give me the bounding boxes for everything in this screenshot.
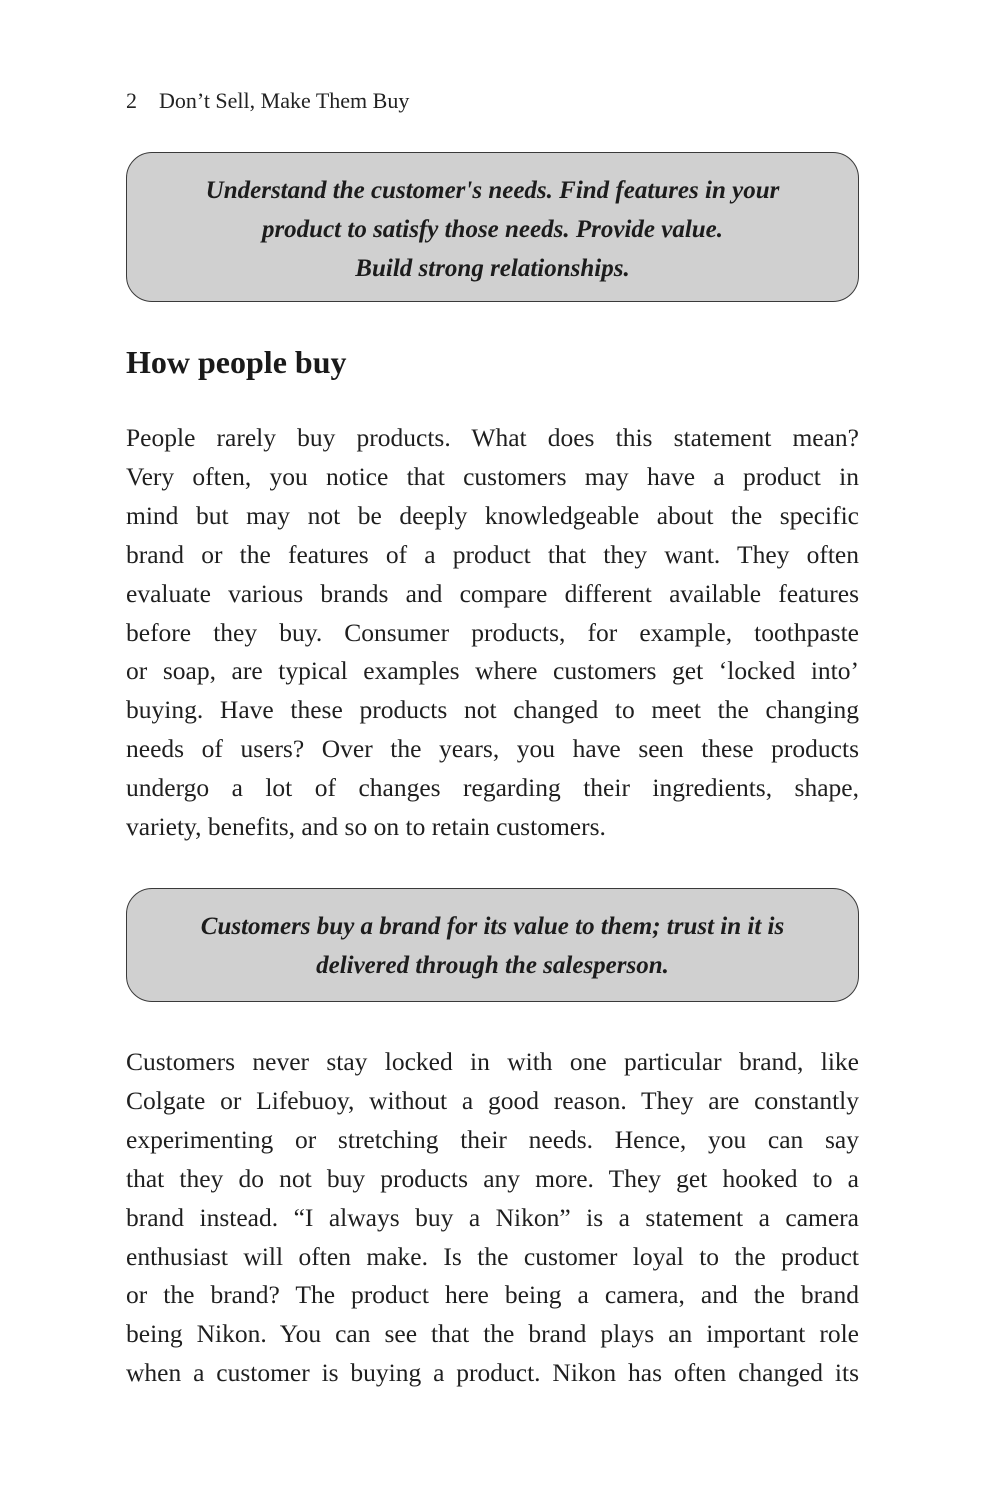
body-paragraph-1: [126, 419, 859, 847]
paragraph-line: evaluate various brands and compare different available features: [126, 578, 859, 608]
paragraph-line: or the brand? The product here being a camera, and the brand: [126, 1280, 859, 1310]
paragraph-line: Colgate or Lifebuoy, without a good reason. They are constantly: [126, 1085, 859, 1115]
callout-line: Build strong relationships.: [355, 255, 630, 282]
paragraph-line: enthusiast will often make. Is the customer loyal to the product: [126, 1241, 859, 1271]
paragraph-line: mind but may not be deeply knowledgeable about the specific: [126, 500, 859, 530]
paragraph-line: being Nikon. You can see that the brand plays an important role: [126, 1319, 859, 1349]
paragraph-line: before they buy. Consumer products, for example, toothpaste: [126, 617, 859, 647]
paragraph-line: needs of users? Over the years, you have seen these products: [126, 734, 859, 764]
callout-line: delivered through the salesperson.: [316, 952, 669, 979]
paragraph-line: that they do not buy products any more. They get hooked to a: [126, 1163, 859, 1193]
page-number: 2: [126, 88, 137, 113]
paragraph-line: when a customer is buying a product. Nikon has often changed its: [126, 1358, 859, 1388]
section-heading: How people buy: [126, 344, 347, 380]
body-paragraph-2: [126, 1043, 859, 1393]
callout-box-brand: [126, 888, 859, 1002]
running-head: [126, 86, 409, 116]
paragraph-line: or soap, are typical examples where customers get ‘locked into’: [126, 656, 859, 686]
paragraph-line: variety, benefits, and so on to retain customers.: [126, 812, 606, 842]
callout-line: Customers buy a brand for its value to them; trust in it is: [200, 913, 785, 940]
paragraph-line: People rarely buy products. What does this statement mean?: [126, 423, 859, 452]
paragraph-line: brand or the features of a product that they want. They often: [126, 539, 859, 569]
paragraph-line: Customers never stay locked in with one particular brand, like: [126, 1047, 859, 1076]
callout-line: Understand the customer's needs. Find features in your: [205, 177, 780, 204]
callout-line: product to satisfy those needs. Provide value.: [261, 216, 724, 243]
running-head-title: Don’t Sell, Make Them Buy: [159, 88, 410, 113]
callout-box-needs: [126, 152, 859, 302]
paragraph-line: undergo a lot of changes regarding their ingredients, shape,: [126, 773, 859, 803]
paragraph-line: experimenting or stretching their needs. Hence, you can say: [126, 1124, 859, 1154]
paragraph-line: Very often, you notice that customers may have a product in: [126, 461, 859, 491]
paragraph-line: brand instead. “I always buy a Nikon” is a statement a camera: [126, 1202, 859, 1232]
paragraph-line: buying. Have these products not changed to meet the changing: [126, 695, 859, 725]
